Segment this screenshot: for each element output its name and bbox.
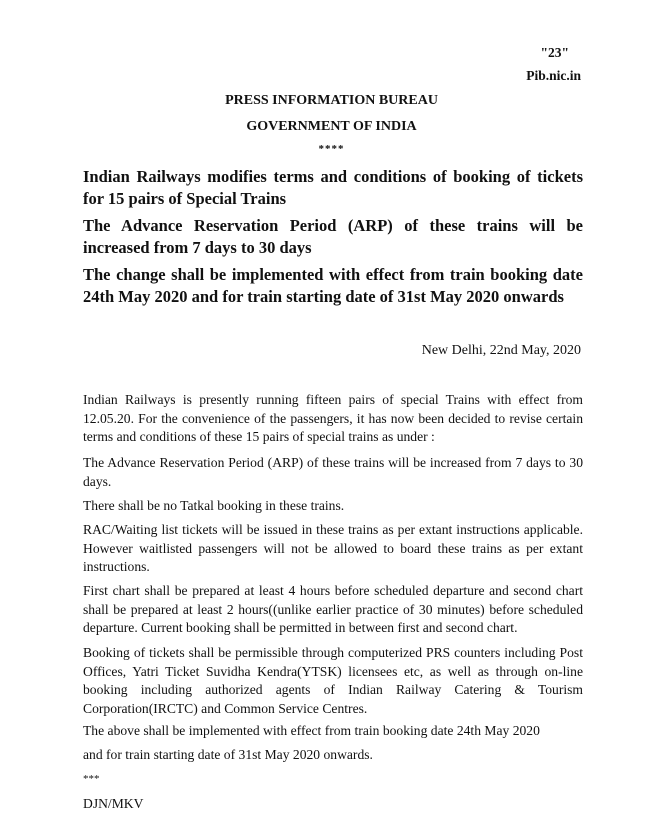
- closing-line-1: The above shall be implemented with effect from train booking date 24th May 2020: [83, 723, 540, 738]
- paragraph-arp: The Advance Reservation Period (ARP) of these trains will be increased from 7 days to 30 days.: [83, 455, 583, 489]
- page-number: "23": [540, 45, 569, 60]
- source-site: Pib.nic.in: [526, 68, 581, 83]
- end-mark: ***: [83, 773, 100, 785]
- paragraph-booking: Booking of tickets shall be permissible through computerized PRS counters including Post Offices, Yatri Ticket Suvidha Kendra(YTSK) licensees etc, as well as through on-line booking including authorized agents of Indian Railway Catering & Tourism Corporation(IRCTC) and Common Service Centres.: [83, 645, 583, 716]
- headline-2: The Advance Reservation Period (ARP) of these trains will be increased from 7 days to 30 days: [83, 216, 583, 257]
- paragraph-waitlist: RAC/Waiting list tickets will be issued in these trains as per extant instructions applicable. However waitlisted passengers will not be allowed to board these trains as per extant instructions.: [83, 522, 583, 574]
- paragraph-tatkal: There shall be no Tatkal booking in these trains.: [83, 498, 345, 513]
- bureau-heading: PRESS INFORMATION BUREAU: [225, 93, 438, 108]
- government-heading: GOVERNMENT OF INDIA: [246, 119, 417, 134]
- signoff: DJN/MKV: [83, 796, 144, 811]
- paragraph-intro: Indian Railways is presently running fifteen pairs of special Trains with effect from 12.05.20. For the convenience of the passengers, it has now been decided to revise certain terms and conditions of these 15 pairs of special trains as under :: [83, 392, 583, 444]
- header-separator: ****: [318, 143, 345, 155]
- headline-3: The change shall be implemented with effect from train booking date 24th May 2020 and for train starting date of 31st May 2020 onwards: [83, 265, 583, 306]
- dateline: New Delhi, 22nd May, 2020: [421, 343, 581, 358]
- closing-line-2: and for train starting date of 31st May 2020 onwards.: [83, 747, 373, 762]
- headline-1: Indian Railways modifies terms and conditions of booking of tickets for 15 pairs of Special Trains: [83, 167, 583, 208]
- paragraph-charts: First chart shall be prepared at least 4 hours before scheduled departure and second chart shall be prepared at least 2 hours((unlike earlier practice of 30 minutes) before scheduled departure. Current booking shall be permitted in between first and second chart.: [83, 583, 583, 635]
